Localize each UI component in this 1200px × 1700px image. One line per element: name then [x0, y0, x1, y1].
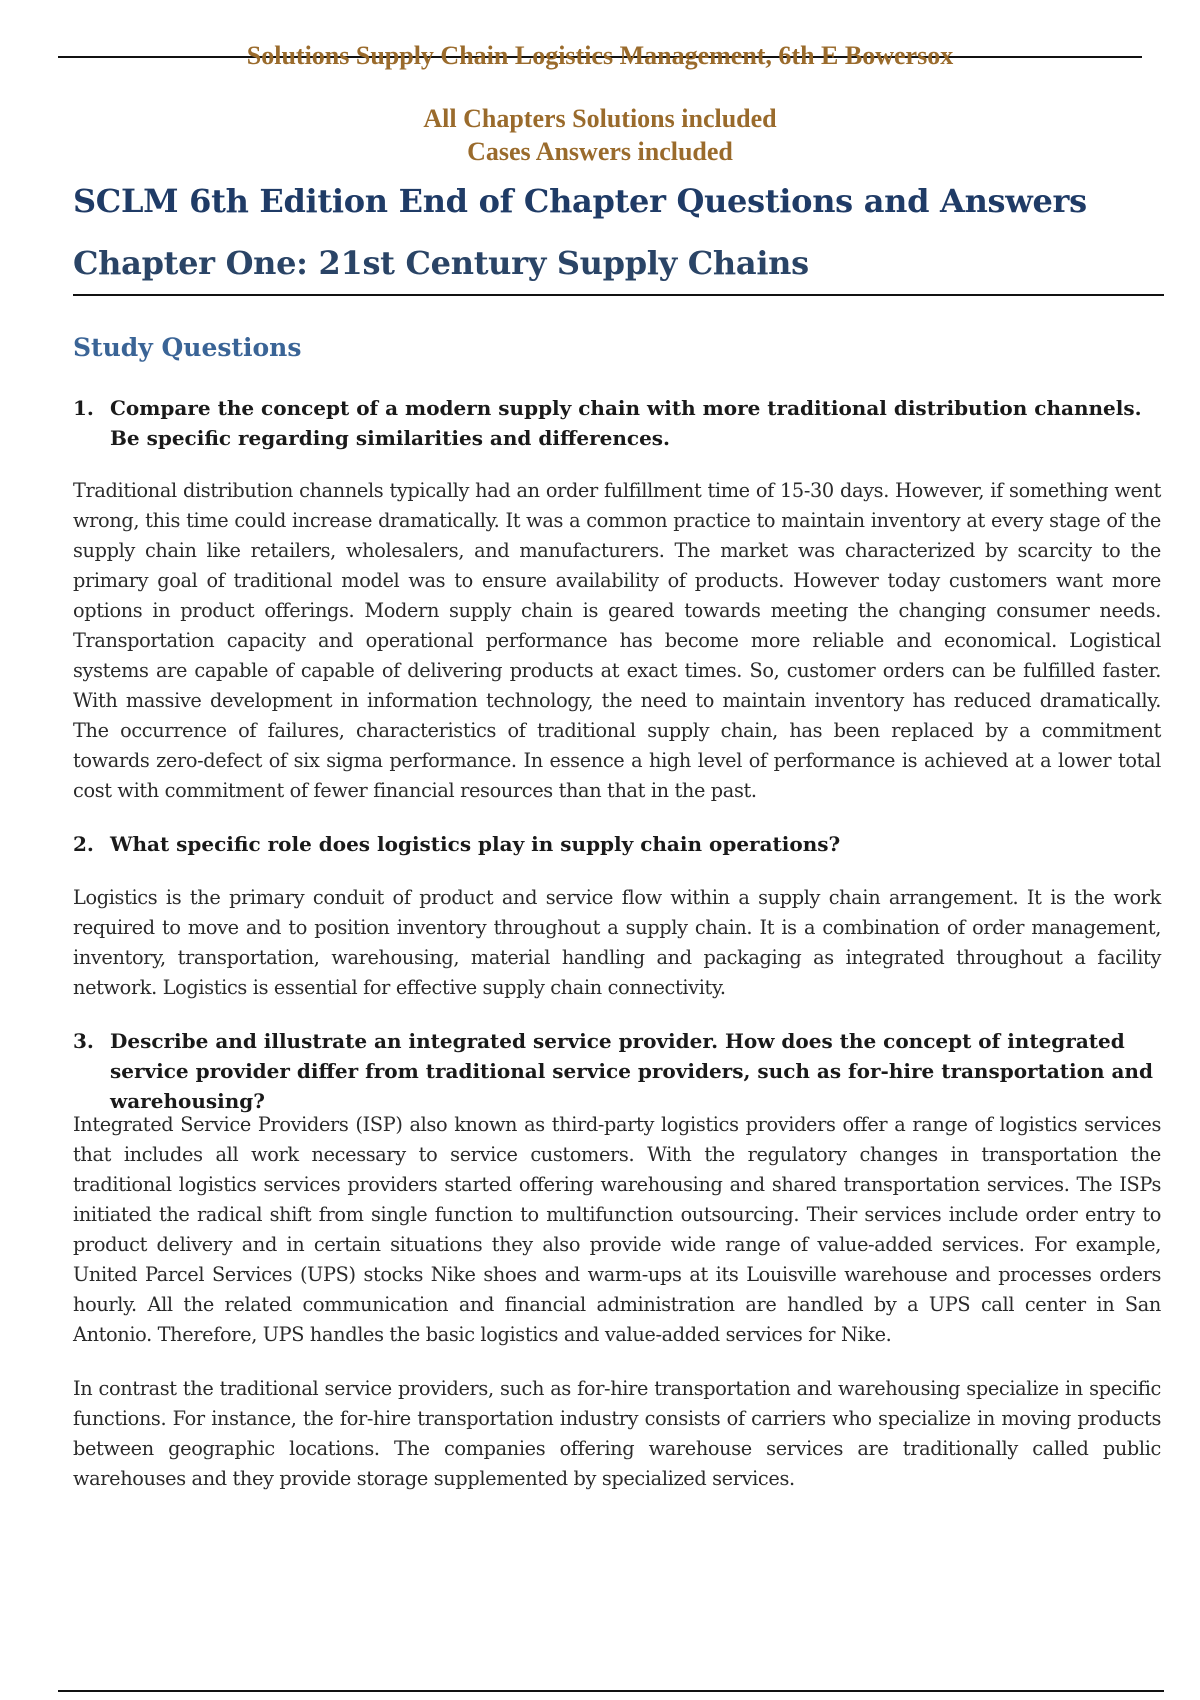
question-1 [73, 393, 1161, 453]
answer-1-paragraph: Traditional distribution channels typically had an order fulfillment time of 15-30 days. However, if something went wrong, this time could increase dramatically. It was a common practice to maintain inventory at every stage of the supply chain like retailers, wholesalers, and manufacturers. The market was characterized by scarcity to the primary goal of traditional model was to ensure availability of products. However today customers want more options in product offerings. Modern supply chain is geared towards meeting the changing consumer needs. Transportation capacity and operational performance has become more reliable and economical. Logistical systems are capable of capable of delivering products at exact times. So, customer orders can be fulfilled faster. With massive development in information technology, the need to maintain inventory has reduced dramatically. The occurrence of failures, characteristics of traditional supply chain, has been replaced by a commitment towards zero-defect of six sigma performance. In essence a high level of performance is achieved at a lower total cost with commitment of fewer financial resources than that in the past. [73, 479, 1161, 802]
question-text: Compare the concept of a modern supply chain with more traditional distribution channels. Be specific regarding similarities and differences. [110, 396, 1142, 450]
subheading-cases: Cases Answers included [467, 137, 733, 166]
answer-3-paragraph-2: In contrast the traditional service providers, such as for-hire transportation and warehousing specialize in specific functions. For instance, the for-hire transportation industry consists of carriers who specialize in moving products between geographic locations. The companies offering warehouse services are traditionally called public warehouses and they provide storage supplemented by specialized services. [73, 1377, 1161, 1490]
answer-3-paragraph-1: Integrated Service Providers (ISP) also known as third-party logistics providers offer a range of logistics services that includes all work necessary to service customers. With the regulatory changes in transportation the traditional logistics services providers started offering warehousing and shared transportation services. The ISPs initiated the radical shift from single function to multifunction outsourcing. Their services include order entry to product delivery and in certain situations they also provide wide range of value-added services. For example, United Parcel Services (UPS) stocks Nike shoes and warm-ups at its Louisville warehouse and processes orders hourly. All the related communication and financial administration are handled by a UPS call center in San Antonio. Therefore, UPS handles the basic logistics and value-added services for Nike. [73, 1113, 1161, 1346]
answer-2-paragraph: Logistics is the primary conduit of product and service flow within a supply chain arrangement. It is the work required to move and to position inventory throughout a supply chain. It is a combination of order management, inventory, transportation, warehousing, material handling and packaging as integrated throughout a facility network. Logistics is essential for effective supply chain connectivity. [73, 886, 1161, 999]
question-number: 2. [73, 832, 94, 856]
question-text: Describe and illustrate an integrated service provider. How does the concept of integrated service provider differ from traditional service providers, such as for-hire transportation and warehousing? [110, 1029, 1153, 1113]
document-title: Solutions Supply Chain Logistics Management, 6th E Bowersox [246, 41, 954, 70]
question-number: 3. [73, 1029, 94, 1053]
question-3 [73, 1026, 1161, 1116]
subheading-chapters: All Chapters Solutions included [423, 104, 777, 133]
chapter-title: Chapter One: 21st Century Supply Chains [73, 244, 809, 282]
question-2 [73, 829, 1161, 859]
question-number: 1. [73, 396, 94, 420]
bottom-rule [58, 1690, 1164, 1692]
chapter-divider [73, 294, 1164, 296]
question-text: What specific role does logistics play in supply chain operations? [110, 832, 841, 856]
page-title: SCLM 6th Edition End of Chapter Questions and Answers [73, 182, 1087, 220]
section-heading: Study Questions [73, 333, 302, 362]
